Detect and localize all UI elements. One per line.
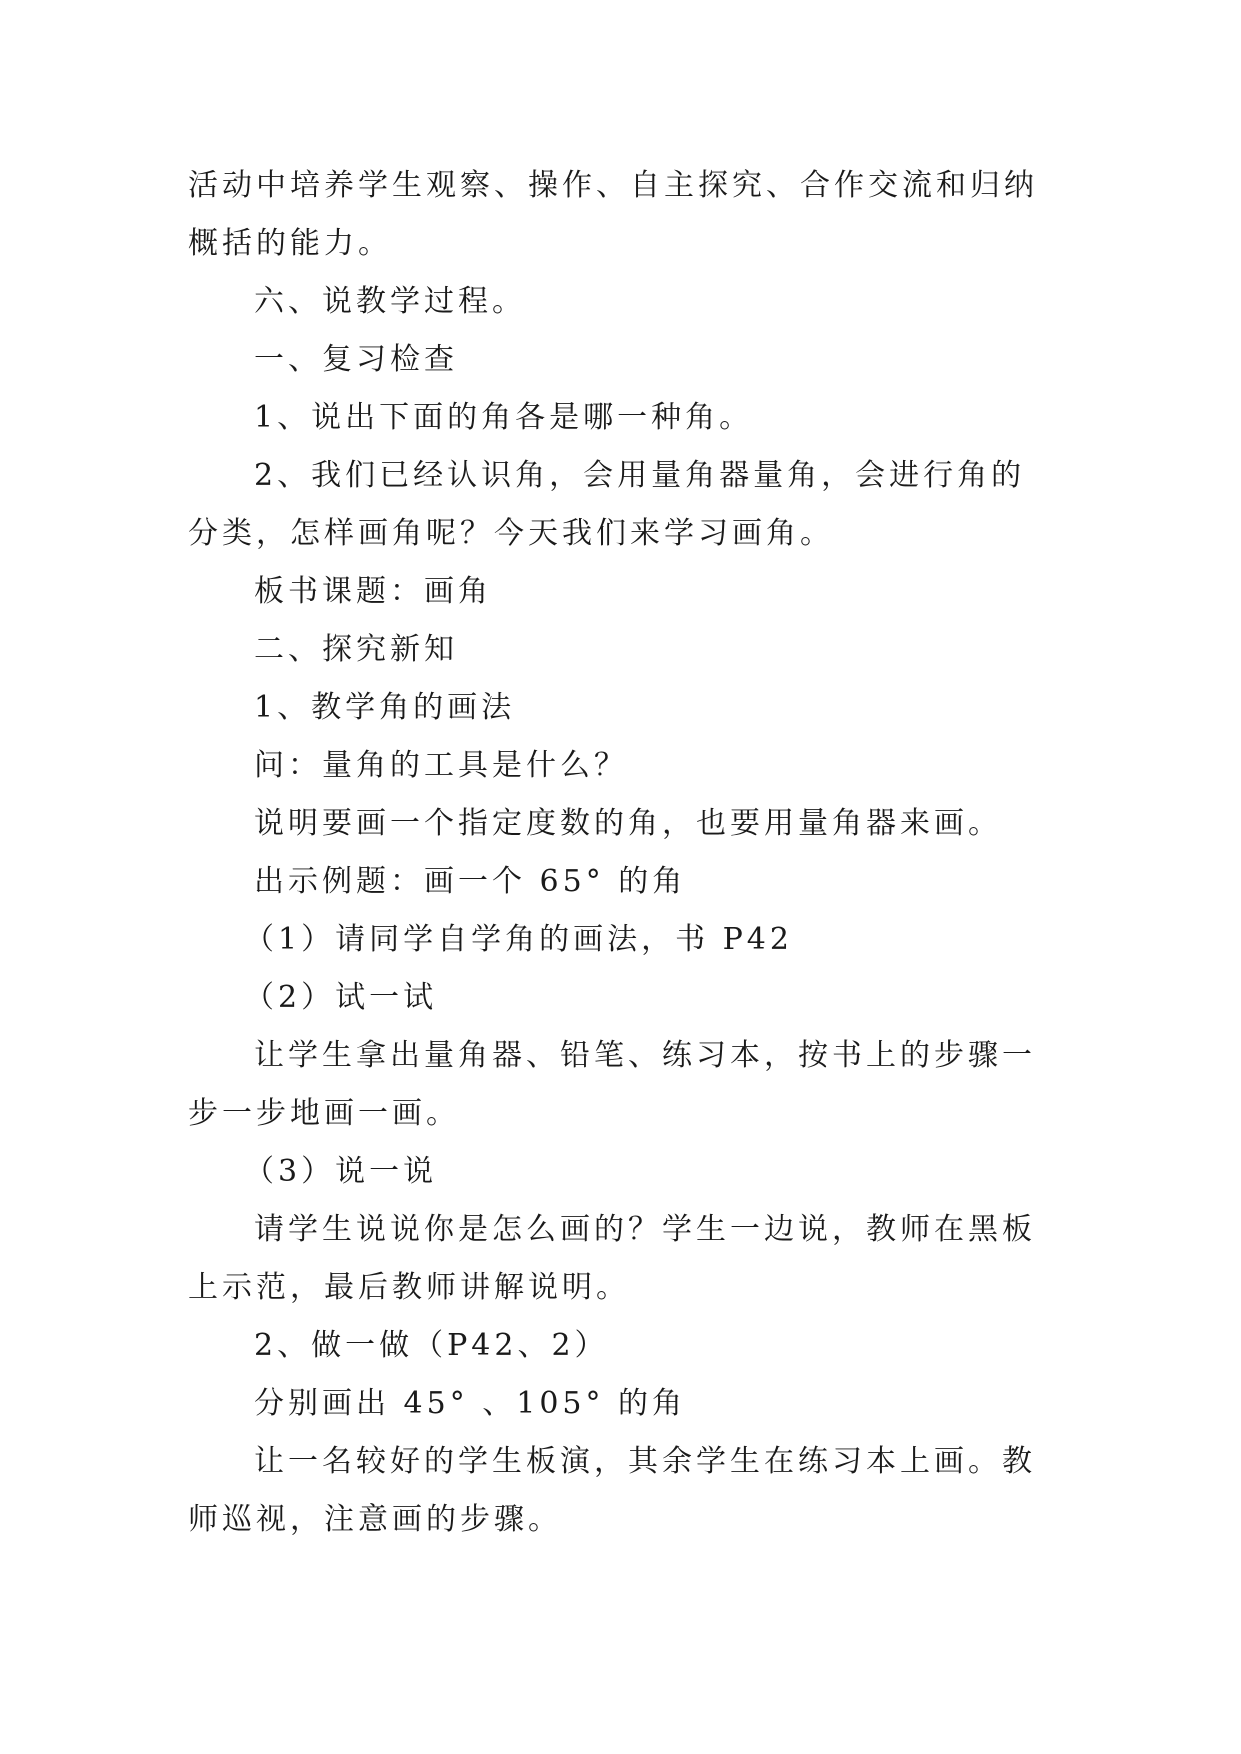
paragraph: 分别画出 45° 、105° 的角	[254, 1386, 687, 1421]
paragraph: 出示例题：画一个 65° 的角	[254, 864, 687, 899]
step-item: （3）说一说	[244, 1154, 438, 1189]
paragraph: 说明要画一个指定度数的角，也要用量角器来画。	[254, 806, 1002, 841]
step-item: （1）请同学自学角的画法，书 P42	[244, 922, 793, 957]
subsection-heading: 1、教学角的画法	[254, 690, 516, 725]
paragraph: 让学生拿出量角器、铅笔、练习本，按书上的步骤一步一步地画一画。	[188, 1038, 1036, 1131]
paragraph: 让一名较好的学生板演，其余学生在练习本上画。教师巡视，注意画的步骤。	[188, 1444, 1036, 1537]
step-item: （2）试一试	[244, 980, 438, 1015]
paragraph: 问：量角的工具是什么？	[254, 748, 628, 783]
document-body	[188, 157, 1058, 1549]
paragraph: 板书课题：画角	[254, 574, 492, 609]
paragraph: 活动中培养学生观察、操作、自主探究、合作交流和归纳概括的能力。	[188, 168, 1038, 261]
paragraph: 请学生说说你是怎么画的？学生一边说，教师在黑板上示范，最后教师讲解说明。	[188, 1212, 1036, 1305]
paragraph: 1、说出下面的角各是哪一种角。	[254, 400, 754, 435]
section-heading: 一、复习检查	[254, 342, 458, 377]
section-heading: 二、探究新知	[254, 632, 458, 667]
subsection-heading: 2、做一做（P42、2）	[254, 1328, 609, 1363]
section-heading: 六、说教学过程。	[254, 284, 526, 319]
paragraph: 2、我们已经认识角，会用量角器量角，会进行角的分类，怎样画角呢？今天我们来学习画角。	[188, 458, 1026, 551]
